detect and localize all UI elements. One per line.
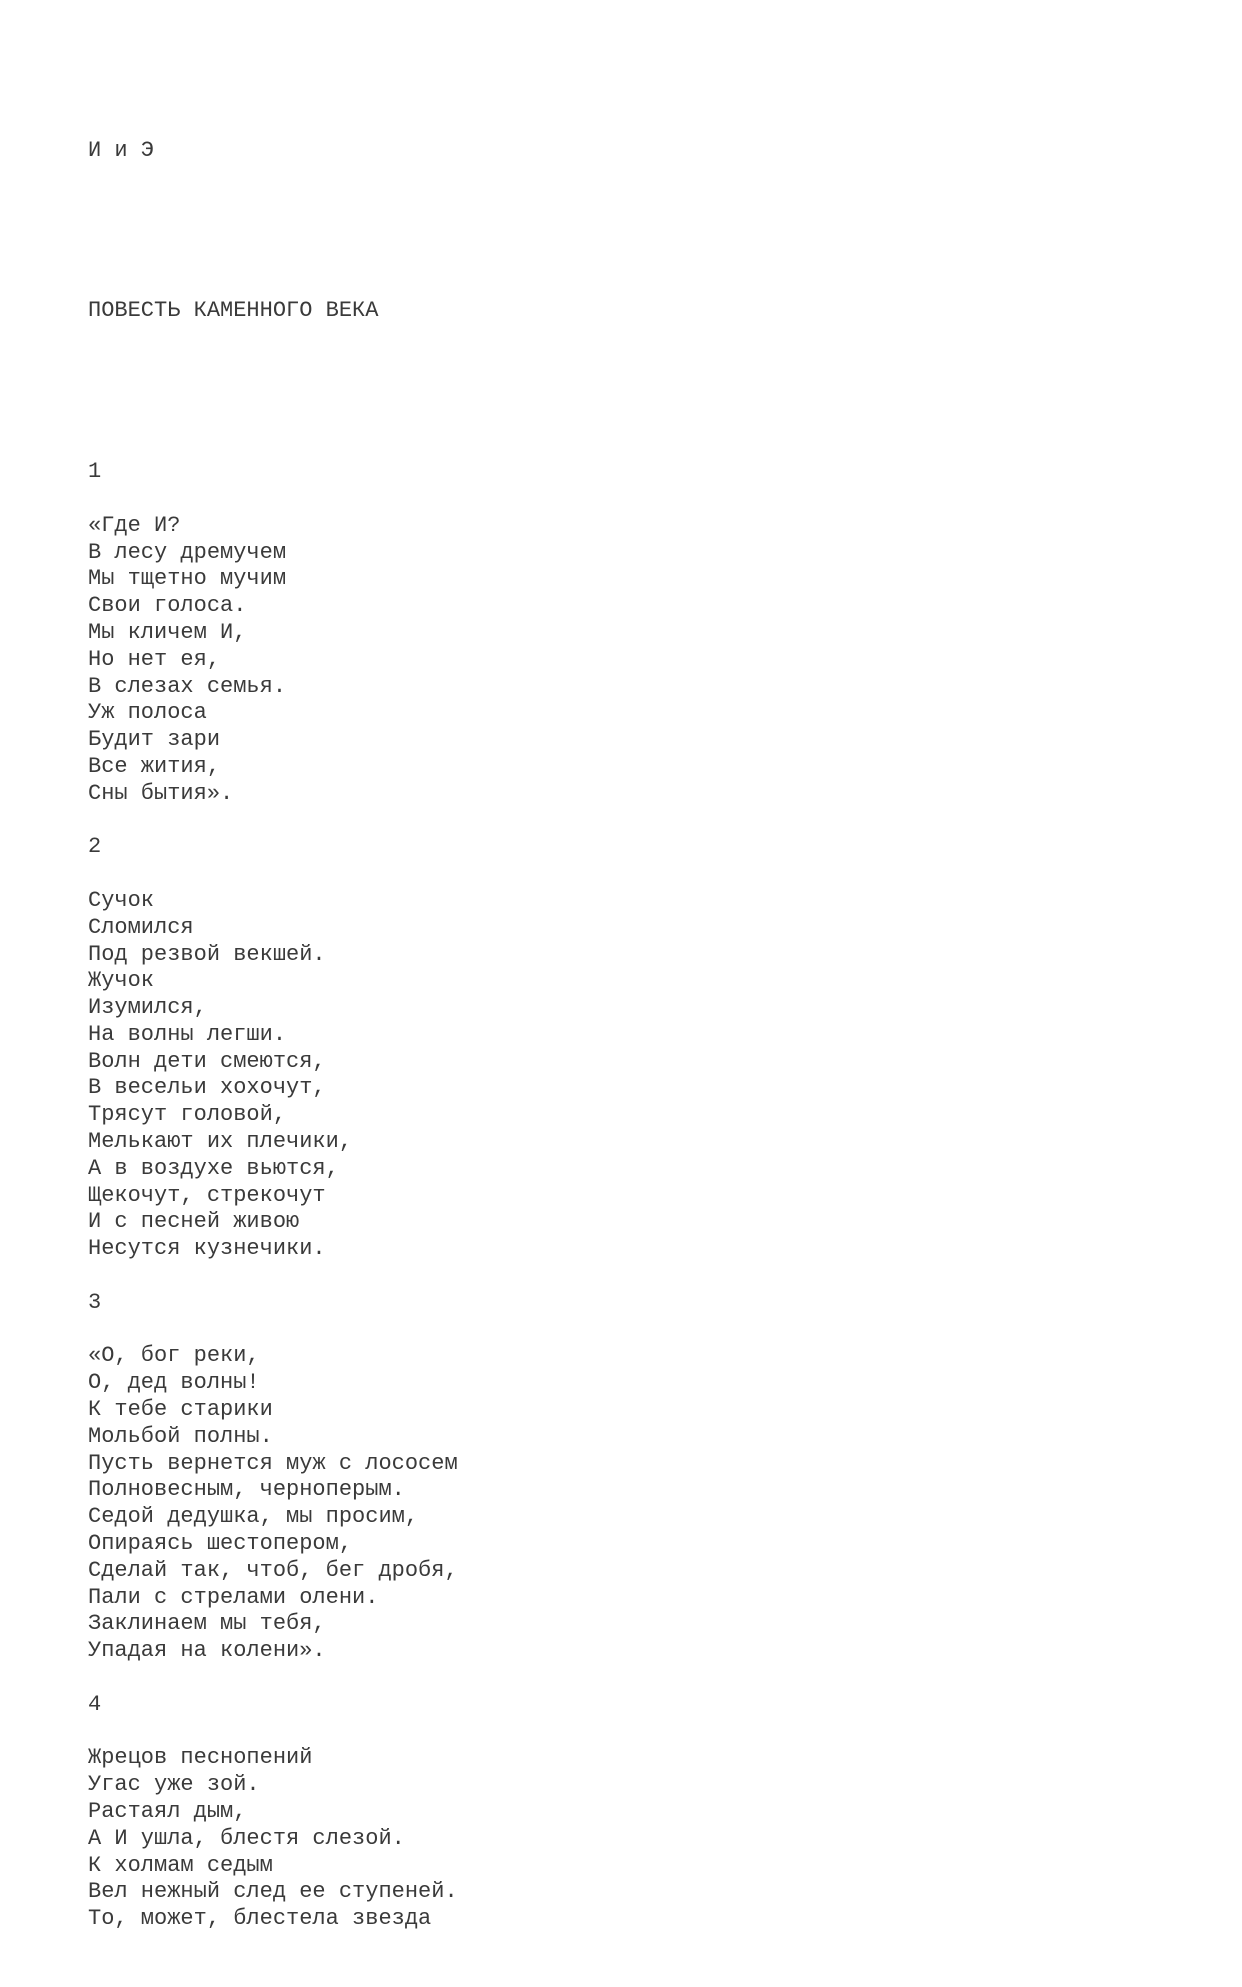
- poem-line: Мелькают их плечики,: [88, 1129, 353, 1155]
- spacer: [88, 808, 1188, 835]
- poem-line: Сделай так, чтоб, бег дробя,: [88, 1557, 458, 1583]
- poem-line: Опираясь шестопером,: [88, 1531, 353, 1557]
- poem-line: «Где И?: [88, 512, 181, 538]
- poem-line: Щекочут, стрекочут: [88, 1182, 326, 1208]
- poem-line: Вел нежный след ее ступеней.: [88, 1879, 458, 1905]
- poem-line: В слезах семья.: [88, 673, 287, 699]
- section-number: 4: [88, 1691, 102, 1717]
- poem-line: Сны бытия».: [88, 780, 234, 806]
- poem-line: В весельи хохочут,: [88, 1075, 326, 1101]
- poem-line: Мы кличем И,: [88, 619, 247, 645]
- poem-line: Но нет ея,: [88, 646, 221, 672]
- spacer: [88, 218, 1188, 245]
- poem-line: Будит зари: [88, 727, 221, 753]
- poem-line: О, дед волны!: [88, 1370, 260, 1396]
- spacer: [88, 1317, 1188, 1344]
- poem-line: Растаял дым,: [88, 1799, 247, 1824]
- spacer: [88, 379, 1188, 406]
- poem-line: Полновесным, черноперым.: [88, 1477, 405, 1503]
- poem-line: Жучок: [88, 968, 155, 994]
- poem-line: В лесу дремучем: [88, 539, 287, 565]
- poem-line: Под резвой векшей.: [88, 941, 326, 967]
- spacer: [88, 1665, 1188, 1692]
- spacer: [88, 1263, 1188, 1290]
- poem-line: Уж полоса: [88, 700, 207, 726]
- spacer: [88, 486, 1188, 513]
- spacer: [88, 861, 1188, 888]
- poem-line: На волны легши.: [88, 1021, 287, 1047]
- poem-line: Угас уже зой.: [88, 1772, 260, 1798]
- poem-line: Изумился,: [88, 995, 207, 1021]
- poem-line: Волн дети смеются,: [88, 1048, 326, 1074]
- spacer: [88, 1719, 1188, 1746]
- poem-line: Сучок: [88, 887, 155, 913]
- poem-line: Жрецов песнопений: [88, 1745, 313, 1771]
- poem-line: К тебе старики: [88, 1397, 273, 1423]
- poem-line: Седой дедушка, мы просим,: [88, 1504, 419, 1530]
- poem-line: Трясут головой,: [88, 1102, 287, 1128]
- document-subtitle: ПОВЕСТЬ КАМЕННОГО ВЕКА: [88, 298, 379, 324]
- poem-line: Мольбой полны.: [88, 1423, 273, 1449]
- poem-line: Заклинаем мы тебя,: [88, 1611, 326, 1637]
- poem-sections: [88, 459, 1188, 1933]
- document-title: И и Э: [88, 137, 155, 163]
- poem-line: Пали с стрелами олени.: [88, 1584, 379, 1610]
- poem-line: А в воздухе вьются,: [88, 1155, 339, 1181]
- section-number: 3: [88, 1289, 102, 1315]
- section-number: 2: [88, 834, 102, 860]
- poem-line: Упадая на колени».: [88, 1638, 326, 1664]
- poem-line: Сломился: [88, 914, 194, 940]
- poem-line: Свои голоса.: [88, 593, 247, 619]
- poem-line: Мы тщетно мучим: [88, 566, 287, 592]
- poem-text: [88, 84, 1188, 1987]
- poem-line: Пусть вернется муж с лососем: [88, 1450, 458, 1476]
- section-number: 1: [88, 459, 102, 485]
- poem-line: Несутся кузнечики.: [88, 1236, 326, 1262]
- poem-line: «О, бог реки,: [88, 1343, 260, 1369]
- poem-line: Все жития,: [88, 753, 221, 779]
- poem-line: А И ушла, блестя слезой.: [88, 1825, 405, 1851]
- poem-line: То, может, блестела звезда: [88, 1906, 432, 1932]
- poem-line: К холмам седым: [88, 1852, 273, 1878]
- poem-line: И с песней живою: [88, 1209, 300, 1235]
